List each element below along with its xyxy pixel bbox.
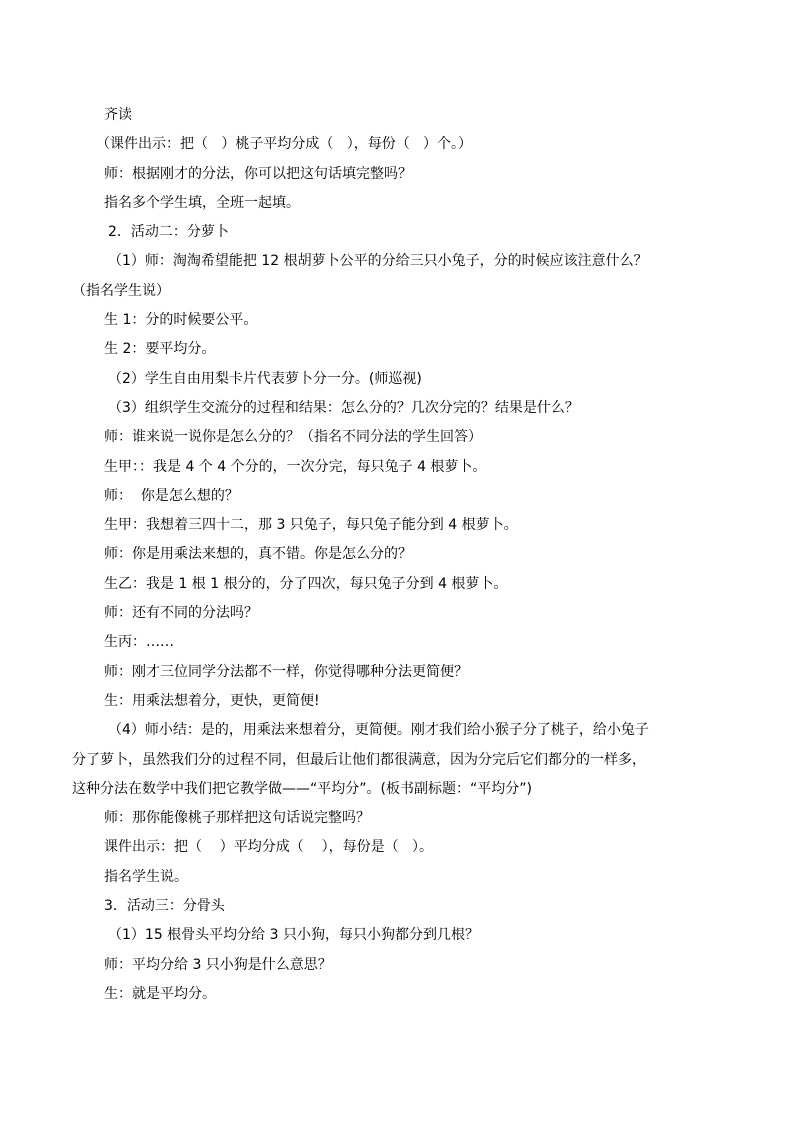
- text-line-student-a-answer: 生甲：：我是 4 个 4 个分的，一次分完，每只兔子 4 根萝卜。: [104, 458, 487, 475]
- text-line-activity-2-step-1-cont: （指名学生说）: [72, 282, 170, 299]
- text-line-summary-1: （4）师小结：是的，用乘法来想着分，更简便。刚才我们给小猴子分了桃子，给小兔子: [108, 722, 649, 739]
- text-line-student-a-think: 生甲：我想着三四十二，那 3 只兔子，每只兔子能分到 4 根萝卜。: [104, 517, 518, 534]
- text-line-read-together: 齐读: [104, 107, 132, 123]
- text-line-summary-2: 分了萝卜，虽然我们分的过程不同，但最后让他们都很满意，因为分完后它们都分的一样多，: [72, 751, 646, 768]
- text-line-teacher-question: 师：根据刚才的分法，你可以把这句话填完整吗？: [104, 165, 412, 182]
- text-line-summary-3: 这种分法在数学中我们把它教学做——“平均分”。(板书副标题：“平均分”): [72, 780, 532, 797]
- text-line-teacher-ask-method: 师：谁来说一说你是怎么分的？（指名不同分法的学生回答）: [104, 429, 482, 446]
- text-line-teacher-how-think: 师： 你是怎么想的？: [104, 487, 239, 504]
- text-line-teacher-meaning: 师：平均分给 3 只小狗是什么意思？: [104, 956, 332, 973]
- text-line-student-b-answer: 生乙：我是 1 根 1 根分的，分了四次，每只兔子分到 4 根萝卜。: [104, 575, 508, 592]
- text-line-teacher-complete-sentence: 师：那你能像桃子那样把这句话说完整吗？: [104, 810, 370, 827]
- text-line-teacher-praise: 师：你是用乘法来想的，真不错。你是怎么分的？: [104, 546, 412, 563]
- text-line-courseware-fill: （课件出示：把（ ）桃子平均分成（ ），每份（ ）个。）: [96, 136, 473, 153]
- text-line-student-c: 生丙：……: [104, 634, 174, 651]
- text-line-student-2: 生 2：要平均分。: [104, 341, 216, 358]
- document-body: [72, 101, 724, 1009]
- text-line-activity-2-step-1: （1）师：淘淘希望能把 12 根胡萝卜公平的分给三只小兔子，分的时候应该注意什么？: [108, 253, 648, 270]
- section-heading-activity-3: 3．活动三：分骨头: [104, 898, 225, 915]
- text-line-teacher-simplest: 师：刚才三位同学分法都不一样，你觉得哪种分法更简便？: [104, 663, 468, 680]
- text-line-student-multiplication: 生：用乘法想着分，更快，更简便!: [104, 692, 320, 709]
- text-line-students-fill: 指名多个学生填，全班一起填。: [104, 194, 300, 211]
- text-line-courseware-fill-2: 课件出示：把（ ）平均分成（ ），每份是（ ）。: [104, 839, 433, 856]
- section-heading-activity-2: 2．活动二：分萝卜: [108, 224, 229, 241]
- text-line-teacher-other-method: 师：还有不同的分法吗？: [104, 605, 258, 622]
- text-line-activity-2-step-2: （2）学生自由用梨卡片代表萝卜分一分。(师巡视): [108, 370, 422, 387]
- text-line-activity-3-step-1: （1）15 根骨头平均分给 3 只小狗，每只小狗都分到几根？: [108, 927, 479, 944]
- text-line-student-answer-average: 生：就是平均分。: [104, 985, 216, 1002]
- text-line-student-1: 生 1：分的时候要公平。: [104, 312, 258, 329]
- text-line-activity-2-step-3: （3）组织学生交流分的过程和结果：怎么分的？几次分完的？结果是什么？: [108, 399, 579, 416]
- text-line-name-students: 指名学生说。: [104, 868, 188, 885]
